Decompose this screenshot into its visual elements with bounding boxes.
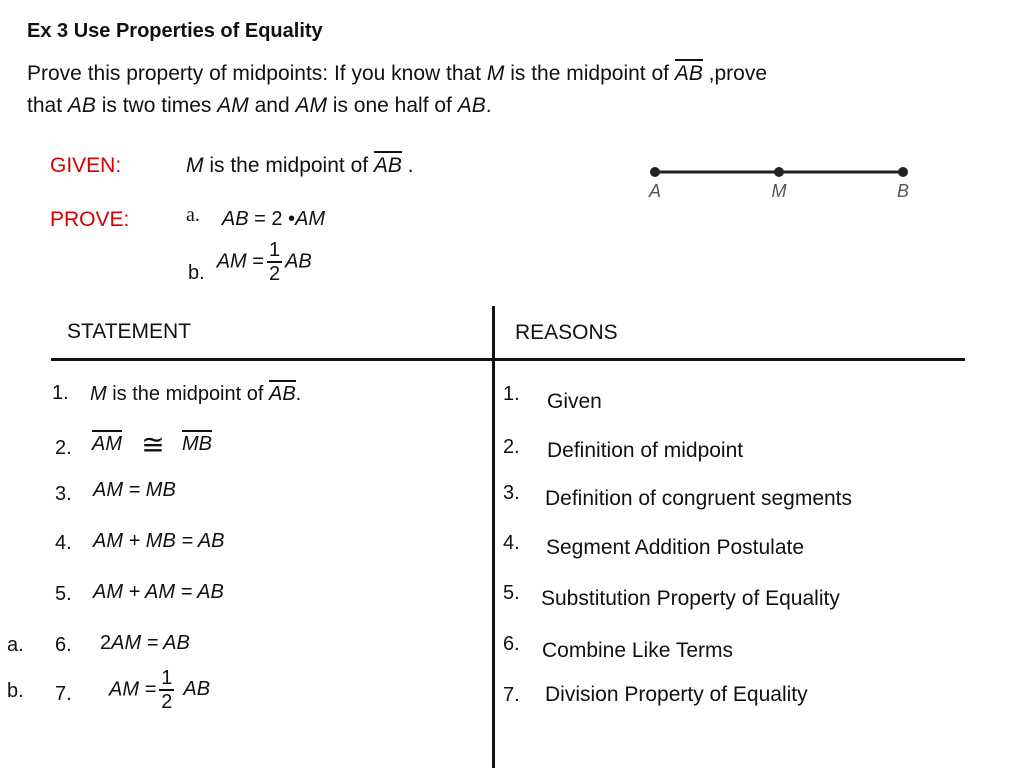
reason-7: Division Property of Equality	[545, 683, 808, 706]
reason-number-7: 7.	[503, 684, 520, 706]
reason-number-3: 3.	[503, 482, 520, 504]
statement-4: AM + MB = AB	[93, 530, 225, 552]
point-m-dot	[774, 167, 784, 177]
statement-1: M is the midpoint of AB.	[90, 383, 302, 405]
prove-part-a: a. AB = 2 •AM	[186, 204, 326, 230]
reason-1: Given	[547, 390, 602, 413]
statement-number-1: 1.	[52, 382, 69, 404]
fraction-one-half: $\frac{1}{2}$	[161, 667, 173, 713]
statement-number-2: 2.	[55, 437, 72, 459]
reason-number-4: 4.	[503, 532, 520, 554]
reason-3: Definition of congruent segments	[545, 487, 853, 510]
example-title: Ex 3 Use Properties of Equality	[27, 20, 323, 42]
statement-number-4: 4.	[55, 532, 72, 554]
segment-diagram	[640, 160, 930, 205]
prompt-line-1: Prove this property of midpoints: If you know that M is the midpoint of AB ,prove	[27, 62, 768, 85]
statement-3: AM = MB	[93, 479, 176, 501]
table-divider-vertical	[492, 306, 495, 768]
reason-4: Segment Addition Postulate	[546, 536, 805, 559]
side-label-b: b.	[7, 680, 24, 702]
statement-number-7: 7.	[55, 683, 72, 705]
reason-number-2: 2.	[503, 436, 520, 458]
given-statement: M is the midpoint of AB .	[186, 154, 414, 177]
statement-number-5: 5.	[55, 583, 72, 605]
segment-ab-overline: AB	[674, 62, 703, 85]
given-label: GIVEN:	[50, 154, 122, 177]
point-a-label: A	[648, 181, 662, 201]
point-m-label: M	[771, 181, 787, 201]
reason-6: Combine Like Terms	[542, 639, 734, 662]
reason-number-1: 1.	[503, 383, 520, 405]
segment-am-overline: AM	[92, 433, 122, 455]
prove-label: PROVE:	[50, 208, 130, 231]
statement-7: AM = $\frac{1}{2}$ AB	[109, 667, 211, 713]
statement-number-3: 3.	[55, 483, 72, 505]
point-a-dot	[650, 167, 660, 177]
statement-5: AM + AM = AB	[93, 581, 224, 603]
fraction-one-half: $\frac{1}{2}$	[268, 239, 281, 285]
statement-6: 2AM = AB	[100, 632, 190, 654]
side-label-a: a.	[7, 634, 24, 656]
reason-2: Definition of midpoint	[547, 439, 744, 462]
statement-2	[92, 429, 212, 460]
point-b-label: B	[896, 181, 910, 201]
reason-5: Substitution Property of Equality	[541, 587, 840, 610]
prompt-line-2: that AB is two times AM and AM is one half of AB.	[27, 94, 492, 117]
point-b-dot	[898, 167, 908, 177]
segment-ab-overline: AB	[373, 154, 402, 177]
statement-header: STATEMENT	[67, 320, 192, 343]
reason-number-5: 5.	[503, 582, 520, 604]
segment-mb-overline: MB	[182, 433, 212, 455]
statement-number-6: 6.	[55, 634, 72, 656]
reasons-header: REASONS	[515, 321, 618, 344]
prove-part-b: b.AM = $\frac{1}{2}$ AB	[188, 239, 312, 285]
reason-number-6: 6.	[503, 633, 520, 655]
congruent-symbol: ≅	[141, 429, 165, 460]
segment-ab-overline: AB	[268, 383, 296, 405]
table-divider-horizontal	[51, 358, 965, 361]
